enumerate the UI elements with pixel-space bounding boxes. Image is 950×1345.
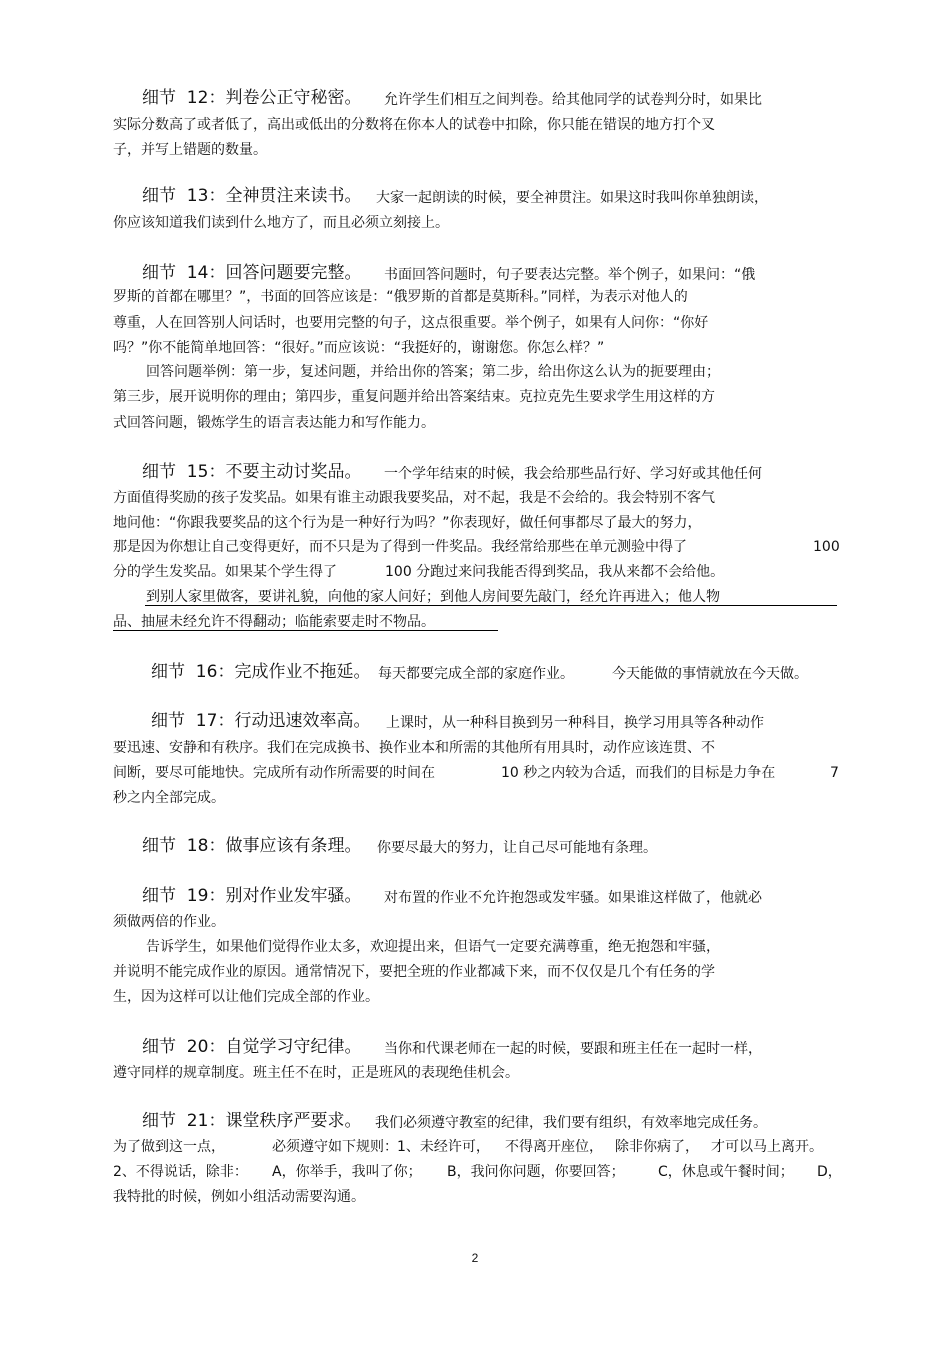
section-13-line: 你应该知道我们读到什么地方了，而且必须立刻接上。 (113, 215, 449, 231)
section-14-line: 吗？”你不能简单地回答：“很好。”而应该说：“我挺好的，谢谢您。你怎么样？” (113, 340, 605, 356)
section-15-line: 方面值得奖励的孩子发奖品。如果有谁主动跟我要奖品，对不起，我是不会给的。我会特别不客气 (113, 490, 715, 506)
section-21-line: 不得离开座位， (505, 1139, 603, 1155)
section-20-title: 细节 20：自觉学习守纪律。 (142, 1037, 362, 1057)
section-21-line: D， (817, 1164, 842, 1180)
section-20-line: 遵守同样的规章制度。班主任不在时，正是班风的表现绝佳机会。 (113, 1065, 519, 1081)
underline-rule (145, 605, 837, 606)
section-17-line: 秒之内全部完成。 (113, 790, 225, 806)
section-14-line: 回答问题举例：第一步，复述问题，并给出你的答案；第二步，给出你这么认为的扼要理由； (146, 364, 720, 380)
section-19-line: 生，因为这样可以让他们完成全部的作业。 (113, 989, 379, 1005)
section-17-line: 10 秒之内较为合适，而我们的目标是力争在 (501, 765, 776, 781)
section-21-line: 除非你病了， (615, 1139, 699, 1155)
section-12-line: 允许学生们相互之间判卷。给其他同学的试卷判分时，如果比 (384, 92, 762, 108)
section-17-line: 7 (830, 765, 839, 781)
section-16-title: 细节 16：完成作业不拖延。 (151, 662, 371, 682)
section-21-line: 才可以马上离开。 (711, 1139, 823, 1155)
section-14-line: 书面回答问题时，句子要表达完整。举个例子，如果问：“俄 (384, 267, 756, 283)
section-15-line: 一个学年结束的时候，我会给那些品行好、学习好或其他任何 (384, 466, 762, 482)
section-17-line: 要迅速、安静和有秩序。我们在完成换书、换作业本和所需的其他所有用具时，动作应该连贯、不 (113, 740, 715, 756)
section-21-line: C，休息或午餐时间； (658, 1164, 794, 1180)
section-21-line: 我特批的时候，例如小组活动需要沟通。 (113, 1189, 365, 1205)
section-18-title: 细节 18：做事应该有条理。 (142, 836, 362, 856)
section-14-line: 尊重，人在回答别人问话时，也要用完整的句子，这点很重要。举个例子，如果有人问你：“你好 (113, 315, 709, 331)
section-17-line: 上课时，从一种科目换到另一种科目，换学习用具等各种动作 (386, 715, 764, 731)
section-19-line: 并说明不能完成作业的原因。通常情况下，要把全班的作业都减下来，而不仅仅是几个有任务的学 (113, 964, 715, 980)
section-20-line: 当你和代课老师在一起的时候，要跟和班主任在一起时一样， (384, 1041, 762, 1057)
section-17-line: 间断，要尽可能地快。完成所有动作所需要的时间在 (113, 765, 435, 781)
section-14-title: 细节 14：回答问题要完整。 (142, 263, 362, 283)
section-19-line: 须做两倍的作业。 (113, 914, 225, 930)
section-21-line: B，我问你问题，你要回答； (447, 1164, 625, 1180)
underline-rule (113, 630, 498, 631)
section-21-line: 1、未经许可， (397, 1139, 490, 1155)
section-12-line: 子，并写上错题的数量。 (113, 142, 267, 158)
section-13-line: 大家一起朗读的时候，要全神贯注。如果这时我叫你单独朗读， (376, 190, 768, 206)
section-15-line: 到别人家里做客，要讲礼貌，向他的家人问好；到他人房间要先敲门，经允许再进入；他人物 (146, 589, 720, 605)
section-15-line: 100 分跑过来问我能否得到奖品，我从来都不会给他。 (385, 564, 725, 580)
section-21-line: 为了做到这一点， (113, 1139, 225, 1155)
section-14-line: 式回答问题，锻炼学生的语言表达能力和写作能力。 (113, 415, 435, 431)
section-16-line: 今天能做的事情就放在今天做。 (612, 666, 808, 682)
section-16-line: 每天都要完成全部的家庭作业。 (378, 666, 574, 682)
section-14-line: 第三步，展开说明你的理由；第四步，重复问题并给出答案结束。克拉克先生要求学生用这样的方 (113, 389, 715, 405)
section-18-line: 你要尽最大的努力，让自己尽可能地有条理。 (377, 840, 657, 856)
section-19-title: 细节 19：别对作业发牢骚。 (142, 886, 362, 906)
section-19-line: 告诉学生，如果他们觉得作业太多，欢迎提出来，但语气一定要充满尊重，绝无抱怨和牢骚， (146, 939, 720, 955)
section-15-title: 细节 15：不要主动讨奖品。 (142, 462, 362, 482)
section-15-line: 分的学生发奖品。如果某个学生得了 (113, 564, 337, 580)
section-15-line: 品、抽屉未经允许不得翻动；临能索要走时不物品。 (113, 614, 435, 630)
section-21-line: 2、不得说话，除非： (113, 1164, 248, 1180)
section-12-line: 实际分数高了或者低了，高出或低出的分数将在你本人的试卷中扣除，你只能在错误的地方打个叉 (113, 117, 715, 133)
section-19-line: 对布置的作业不允许抱怨或发牢骚。如果谁这样做了，他就必 (384, 890, 762, 906)
section-14-line: 罗斯的首都在哪里？”，书面的回答应该是：“俄罗斯的首都是莫斯科。”同样，为表示对他人的 (113, 289, 688, 305)
section-13-title: 细节 13：全神贯注来读书。 (142, 186, 362, 206)
section-17-title: 细节 17：行动迅速效率高。 (151, 711, 371, 731)
page-number: 2 (471, 1251, 479, 1265)
section-15-line: 100 (813, 539, 840, 555)
section-21-line: A，你举手，我叫了你； (272, 1164, 422, 1180)
section-21-line: 必须遵守如下规则： (272, 1139, 398, 1155)
section-12-title: 细节 12：判卷公正守秘密。 (142, 88, 362, 108)
section-21-title: 细节 21：课堂秩序严要求。 (142, 1111, 362, 1131)
section-21-line: 我们必须遵守教室的纪律，我们要有组织，有效率地完成任务。 (375, 1115, 767, 1131)
section-15-line: 那是因为你想让自己变得更好，而不只是为了得到一件奖品。我经常给那些在单元测验中得了 (113, 539, 687, 555)
section-15-line: 地问他：“你跟我要奖品的这个行为是一种好行为吗？”你表现好，做任何事都尽了最大的努力， (113, 515, 702, 531)
